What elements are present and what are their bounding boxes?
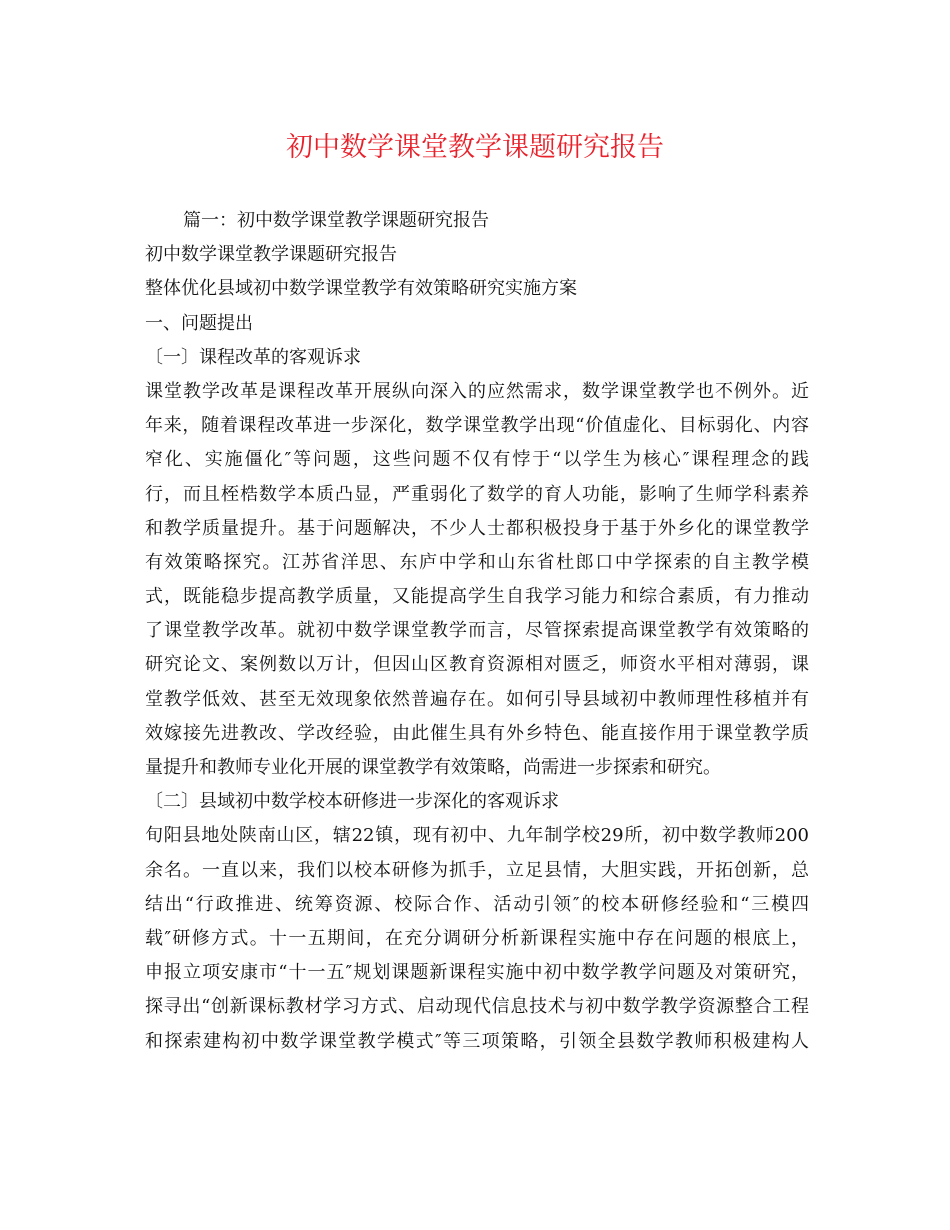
section-heading: 一、问题提出	[145, 312, 253, 334]
paragraph-line: 式，既能稳步提高教学质量，又能提高学生自我学习能力和综合素质，有力推动	[145, 586, 809, 608]
paragraph-line: 旬阳县地处陕南山区，辖22镇，现有初中、九年制学校29所，初中数学教师200	[145, 825, 809, 847]
paragraph-line: 初中数学课堂教学课题研究报告	[145, 244, 397, 266]
document-title: 初中数学课堂教学课题研究报告	[286, 132, 664, 163]
paragraph-line: 了课堂教学改革。就初中数学课堂教学而言，尽管探索提高课堂教学有效策略的	[145, 620, 809, 642]
document-body	[145, 204, 809, 1059]
paragraph-line: 堂教学低效、甚至无效现象依然普遍存在。如何引导县域初中教师理性移植并有	[145, 688, 809, 710]
paragraph-line: 和教学质量提升。基于问题解决，不少人士都积极投身于基于外乡化的课堂教学	[145, 517, 809, 539]
paragraph-line: 年来，随着课程改革进一步深化，数学课堂教学出现“价值虚化、目标弱化、内容	[145, 415, 809, 437]
paragraph-line: 篇一：初中数学课堂教学课题研究报告	[183, 210, 489, 231]
subsection-heading: 〔一〕课程改革的客观诉求	[145, 346, 361, 368]
subsection-heading: 〔二〕县域初中数学校本研修进一步深化的客观诉求	[145, 791, 559, 813]
paragraph-line: 结出“行政推进、统筹资源、校际合作、活动引领″的校本研修经验和“三模四	[145, 893, 809, 915]
paragraph-line: 量提升和教师专业化开展的课堂教学有效策略，尚需进一步探索和研究。	[145, 757, 721, 778]
paragraph-line: 研究论文、案例数以万计，但因山区教育资源相对匮乏，师资水平相对薄弱，课	[145, 654, 809, 676]
paragraph-line: 余名。一直以来，我们以校本研修为抓手，立足县情，大胆实践，开拓创新，总	[145, 859, 809, 881]
paragraph-line: 课堂教学改革是课程改革开展纵向深入的应然需求，数学课堂教学也不例外。近	[145, 380, 809, 402]
paragraph-line: 载″研修方式。十一五期间，在充分调研分析新课程实施中存在问题的根底上，	[145, 927, 809, 949]
paragraph-line: 行，而且桎梏数学本质凸显，严重弱化了数学的育人功能，影响了生师学科素养	[145, 483, 809, 505]
paragraph-line: 申报立项安康市“十一五″规划课题新课程实施中初中数学教学问题及对策研究，	[145, 962, 809, 984]
paragraph-line: 探寻出“创新课标教材学习方式、启动现代信息技术与初中数学教学资源整合工程	[145, 996, 809, 1018]
paragraph-line: 有效策略探究。江苏省洋思、东庐中学和山东省杜郎口中学探索的自主教学模	[145, 551, 809, 573]
paragraph-line: 效嫁接先进教改、学改经验，由此催生具有外乡特色、能直接作用于课堂教学质	[145, 722, 809, 744]
paragraph-line: 和探索建构初中数学课堂教学模式″等三项策略，引领全县数学教师积极建构人	[145, 1030, 809, 1052]
paragraph-line: 整体优化县域初中数学课堂教学有效策略研究实施方案	[145, 278, 577, 300]
paragraph-line: 窄化、实施僵化″等问题，这些问题不仅有悖于“以学生为核心″课程理念的践	[145, 449, 809, 471]
